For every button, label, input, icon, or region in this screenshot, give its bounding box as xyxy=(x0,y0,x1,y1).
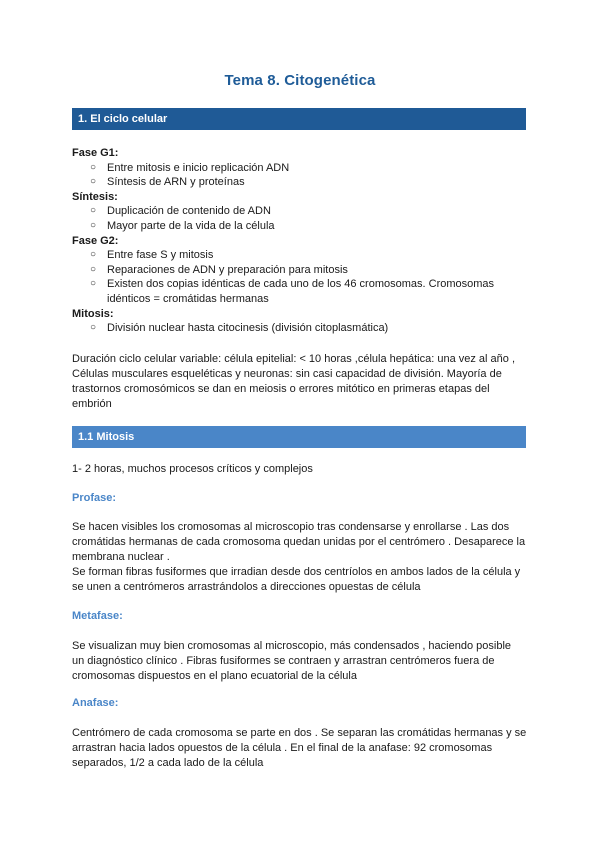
phase-label-g1: Fase G1: xyxy=(72,147,119,159)
list-item: ○ Entre mitosis e inicio replicación ADN xyxy=(90,161,290,174)
phase-label-g2: Fase G2: xyxy=(72,234,119,247)
duration-paragraph: Duración ciclo celular variable: célula epitelial: < 10 horas ,célula hepática: una vez al año , Células musculares esqueléticas y neuronas: sin casi capacidad de división. Mayoría de trastornos cromosómicos se dan en meiosis o errores mitótico en primeras etapas del embrión xyxy=(72,353,516,410)
subheading-profase: Profase: xyxy=(72,492,117,504)
bullet-icon: ○ xyxy=(90,205,97,217)
metafase-paragraph: Se visualizan muy bien cromosomas al microscopio, más condensados , haciendo posible un diagnóstico clínico . Fibras fusiformes se contraen y arrastran centrómeros fuera de cromosomas dispuestos en el plano ecuatorial de la célula xyxy=(72,640,512,682)
list-item: ○ División nuclear hasta citocinesis (división citoplasmática) xyxy=(90,322,389,335)
section-heading-mitosis: 1.1 Mitosis xyxy=(72,426,526,448)
list-item: ○ Mayor parte de la vida de la célula xyxy=(90,219,275,232)
page-title: Tema 8. Citogenética xyxy=(224,72,376,89)
subheading-anafase: Anafase: xyxy=(72,697,119,709)
phase-list xyxy=(72,146,532,336)
bullet-icon: ○ xyxy=(90,161,97,173)
phase-label-mitosis: Mitosis: xyxy=(72,307,114,320)
bullet-icon: ○ xyxy=(90,219,97,231)
list-item: ○ Existen dos copias idénticas de cada uno de los 46 cromosomas. Cromosomas idénticos = cromátidas hermanas xyxy=(90,278,495,305)
list-item: ○ Reparaciones de ADN y preparación para mitosis xyxy=(90,263,348,276)
mitosis-intro: 1- 2 horas, muchos procesos críticos y complejos xyxy=(72,463,313,475)
section-heading-ciclo-celular: 1. El ciclo celular xyxy=(72,108,526,130)
bullet-icon: ○ xyxy=(90,249,97,261)
phase-label-sintesis: Síntesis: xyxy=(72,190,118,203)
bullet-icon: ○ xyxy=(90,322,97,334)
bullet-icon: ○ xyxy=(90,263,97,275)
bullet-icon: ○ xyxy=(90,278,97,290)
list-item: ○ Entre fase S y mitosis xyxy=(90,249,214,262)
bullet-icon: ○ xyxy=(90,176,97,188)
profase-paragraph xyxy=(72,520,530,595)
subheading-metafase: Metafase: xyxy=(72,610,123,622)
anafase-paragraph: Centrómero de cada cromosoma se parte en dos . Se separan las cromátidas hermanas y se arrastran hacia lados opuestos de la célula . En el final de la anafase: 92 cromosomas separados, 1/2 a cada lado de la célula xyxy=(72,727,527,769)
profase-text-1: Se hacen visibles los cromosomas al microscopio tras condensarse y enrollarse . Las dos cromátidas hermanas de cada cromosoma quedan unidas por el centrómero . Desaparece la membrana nuclear . xyxy=(72,521,526,563)
profase-text-2: Se forman fibras fusiformes que irradian desde dos centríolos en ambos lados de la célula y se unen a centrómeros arrastrándolos a direcciones opuestas de célula xyxy=(72,566,521,593)
list-item: ○ Duplicación de contenido de ADN xyxy=(90,205,271,218)
list-item: ○ Síntesis de ARN y proteínas xyxy=(90,176,245,189)
